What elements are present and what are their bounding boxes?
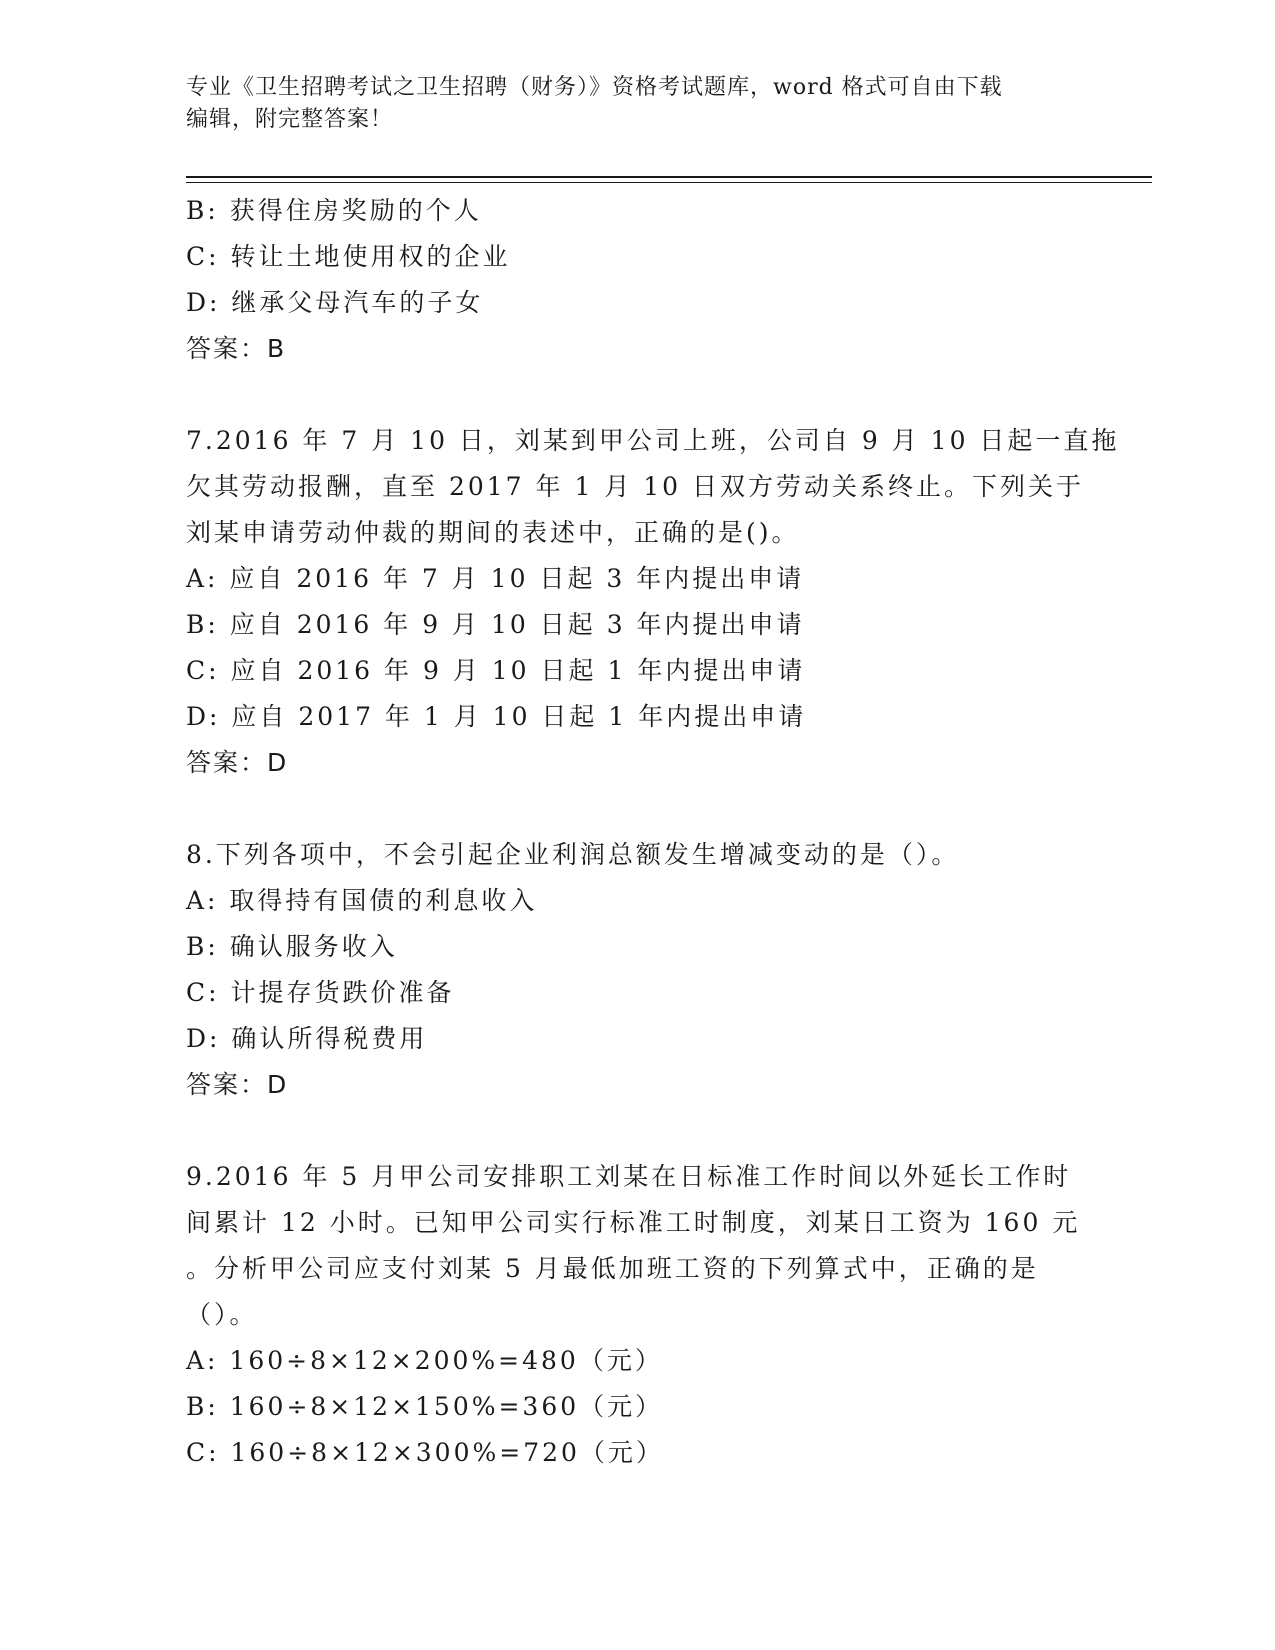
- spacer: [186, 372, 1066, 418]
- option-d: D: 应自 2017 年 1 月 10 日起 1 年内提出申请: [186, 702, 807, 731]
- option-b: B: 确认服务收入: [186, 932, 398, 961]
- spacer: [186, 1108, 1066, 1154]
- option-a: A: 160÷8×12×200%=480（元）: [186, 1346, 663, 1375]
- question-6-continued: [186, 188, 1066, 372]
- question-stem-line: 7.2016 年 7 月 10 日，刘某到甲公司上班，公司自 9 月 10 日起一直拖: [186, 426, 1120, 455]
- option-c: C: 160÷8×12×300%=720（元）: [186, 1438, 664, 1467]
- question-stem-line: 。分析甲公司应支付刘某 5 月最低加班工资的下列算式中，正确的是: [186, 1254, 1039, 1283]
- question-7: [186, 418, 1120, 786]
- question-stem-line: 9.2016 年 5 月甲公司安排职工刘某在日标准工作时间以外延长工作时: [186, 1162, 1072, 1191]
- question-9: [186, 1154, 1081, 1476]
- question-stem-line: （）。: [186, 1300, 258, 1329]
- header-line-1: 专业《卫生招聘考试之卫生招聘（财务）》资格考试题库，word 格式可自由下载: [186, 75, 1003, 100]
- header-divider-thick: [186, 176, 1152, 178]
- option-a: A: 取得持有国债的利息收入: [186, 886, 538, 915]
- option-c: C: 计提存货跌价准备: [186, 978, 455, 1007]
- answer-line: 答案：D: [186, 748, 289, 777]
- option-b: B: 获得住房奖励的个人: [186, 196, 482, 225]
- header-line-2: 编辑，附完整答案！: [186, 107, 394, 132]
- option-a: A: 应自 2016 年 7 月 10 日起 3 年内提出申请: [186, 564, 805, 593]
- answer-line: 答案：D: [186, 1070, 289, 1099]
- option-d: D: 继承父母汽车的子女: [186, 288, 484, 317]
- option-b: B: 应自 2016 年 9 月 10 日起 3 年内提出申请: [186, 610, 805, 639]
- header-divider-thin: [186, 182, 1152, 183]
- answer-line: 答案：B: [186, 334, 287, 363]
- question-stem-line: 8.下列各项中，不会引起企业利润总额发生增减变动的是（）。: [186, 840, 960, 869]
- question-stem-line: 欠其劳动报酬，直至 2017 年 1 月 10 日双方劳动关系终止。下列关于: [186, 472, 1085, 501]
- option-c: C: 应自 2016 年 9 月 10 日起 1 年内提出申请: [186, 656, 806, 685]
- option-b: B: 160÷8×12×150%=360（元）: [186, 1392, 664, 1421]
- question-stem-line: 刘某申请劳动仲裁的期间的表述中，正确的是()。: [186, 518, 800, 547]
- document-header: [186, 72, 1066, 136]
- question-8: [186, 832, 1066, 1108]
- option-c: C: 转让土地使用权的企业: [186, 242, 511, 271]
- question-list: [186, 188, 1120, 1476]
- question-stem-line: 间累计 12 小时。已知甲公司实行标准工时制度，刘某日工资为 160 元: [186, 1208, 1081, 1237]
- spacer: [186, 786, 1066, 832]
- option-d: D: 确认所得税费用: [186, 1024, 428, 1053]
